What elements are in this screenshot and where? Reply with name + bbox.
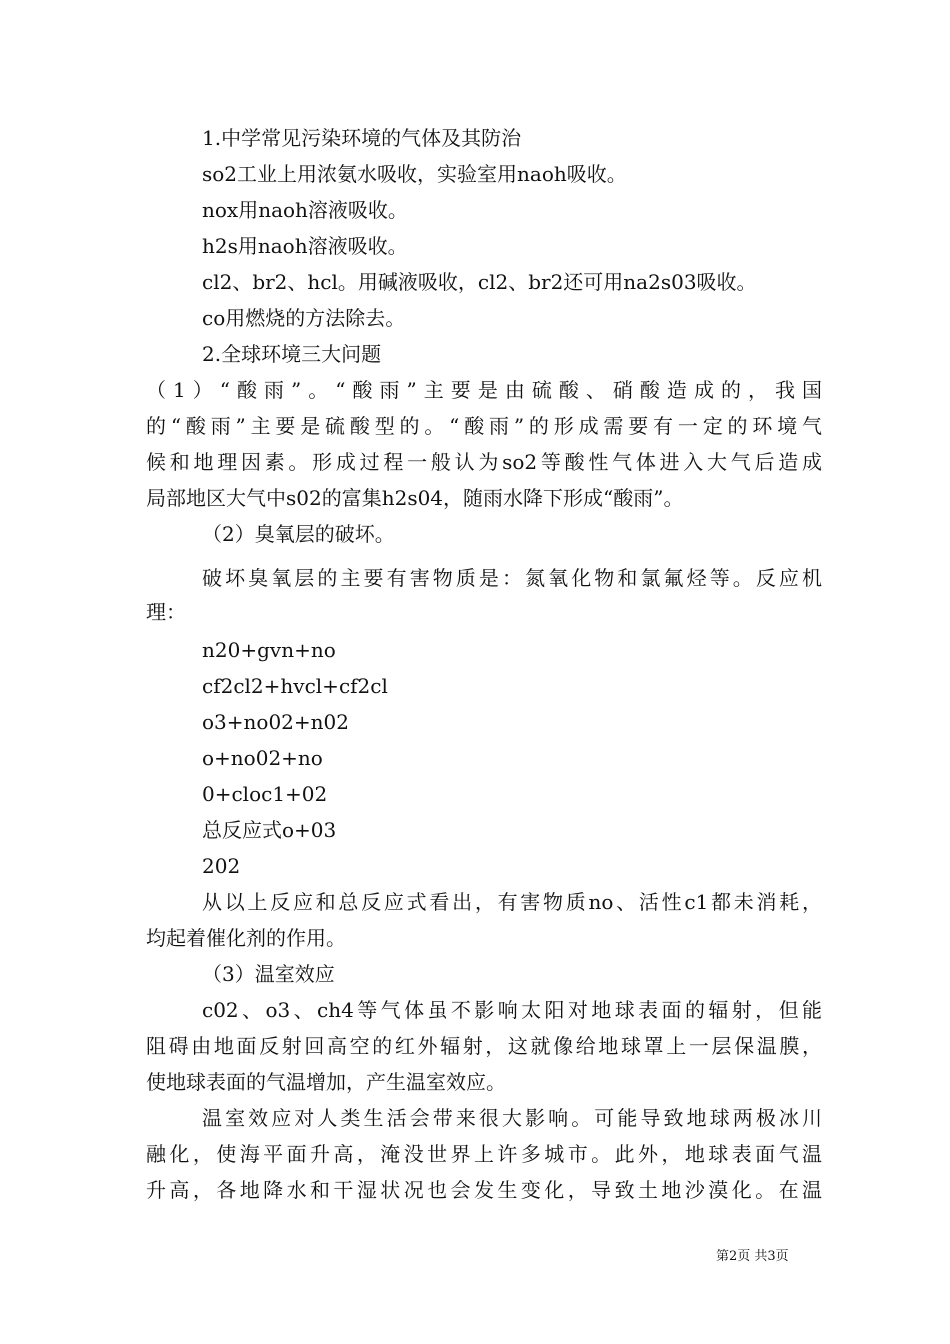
text-line: cl2、br2、hcl。用碱液吸收，cl2、br2还可用na2s03吸收。 xyxy=(202,270,757,294)
paragraph-line: 温室效应对人类生活会带来很大影响。可能导致地球两极冰川 xyxy=(202,1106,822,1130)
paragraph-line: 均起着催化剂的作用。 xyxy=(146,926,346,950)
text-line: nox用naoh溶液吸收。 xyxy=(202,198,408,222)
text-line: co用燃烧的方法除去。 xyxy=(202,306,406,330)
paragraph-line: c02、o3、ch4等气体虽不影响太阳对地球表面的辐射，但能 xyxy=(202,998,822,1022)
heading-global-problems: 2.全球环境三大问题 xyxy=(202,342,382,366)
paragraph-line: 阻碍由地面反射回高空的红外辐射，这就像给地球罩上一层保温膜， xyxy=(146,1034,822,1058)
equation-line: n20+gvn+no xyxy=(202,638,336,662)
text-line: h2s用naoh溶液吸收。 xyxy=(202,234,408,258)
equation-line: o3+no02+n02 xyxy=(202,710,349,734)
page-number-footer: 第2页 共3页 xyxy=(716,1249,789,1264)
equation-line: 总反应式o+03 xyxy=(202,818,337,842)
subheading-greenhouse: （3）温室效应 xyxy=(202,962,335,986)
equation-line: cf2cl2+hvcl+cf2cl xyxy=(202,674,388,698)
paragraph-line: 升高，各地降水和干湿状况也会发生变化，导致土地沙漠化。在温 xyxy=(146,1178,822,1202)
subheading-ozone: （2）臭氧层的破坏。 xyxy=(202,522,395,546)
equation-line: 202 xyxy=(202,854,241,878)
paragraph-line: 破坏臭氧层的主要有害物质是：氮氧化物和氯氟烃等。反应机 xyxy=(202,566,822,590)
paragraph-line: 从以上反应和总反应式看出，有害物质no、活性c1都未消耗， xyxy=(202,890,822,914)
equation-line: o+no02+no xyxy=(202,746,323,770)
equation-line: 0+cloc1+02 xyxy=(202,782,328,806)
paragraph-line: 使地球表面的气温增加，产生温室效应。 xyxy=(146,1070,506,1094)
paragraph-line: 的“酸雨”主要是硫酸型的。“酸雨”的形成需要有一定的环境气 xyxy=(146,414,822,438)
heading-pollutant-gases: 1.中学常见污染环境的气体及其防治 xyxy=(202,126,522,150)
paragraph-line: 候和地理因素。形成过程一般认为so2等酸性气体进入大气后造成 xyxy=(146,450,822,474)
paragraph-line: 局部地区大气中s02的富集h2s04，随雨水降下形成“酸雨”。 xyxy=(146,486,684,510)
paragraph-line: 融化，使海平面升高，淹没世界上许多城市。此外，地球表面气温 xyxy=(146,1142,822,1166)
paragraph-line: 理： xyxy=(146,600,186,624)
text-line: so2工业上用浓氨水吸收，实验室用naoh吸收。 xyxy=(202,162,627,186)
paragraph-line: （1）“酸雨”。“酸雨”主要是由硫酸、硝酸造成的，我国 xyxy=(146,378,822,402)
